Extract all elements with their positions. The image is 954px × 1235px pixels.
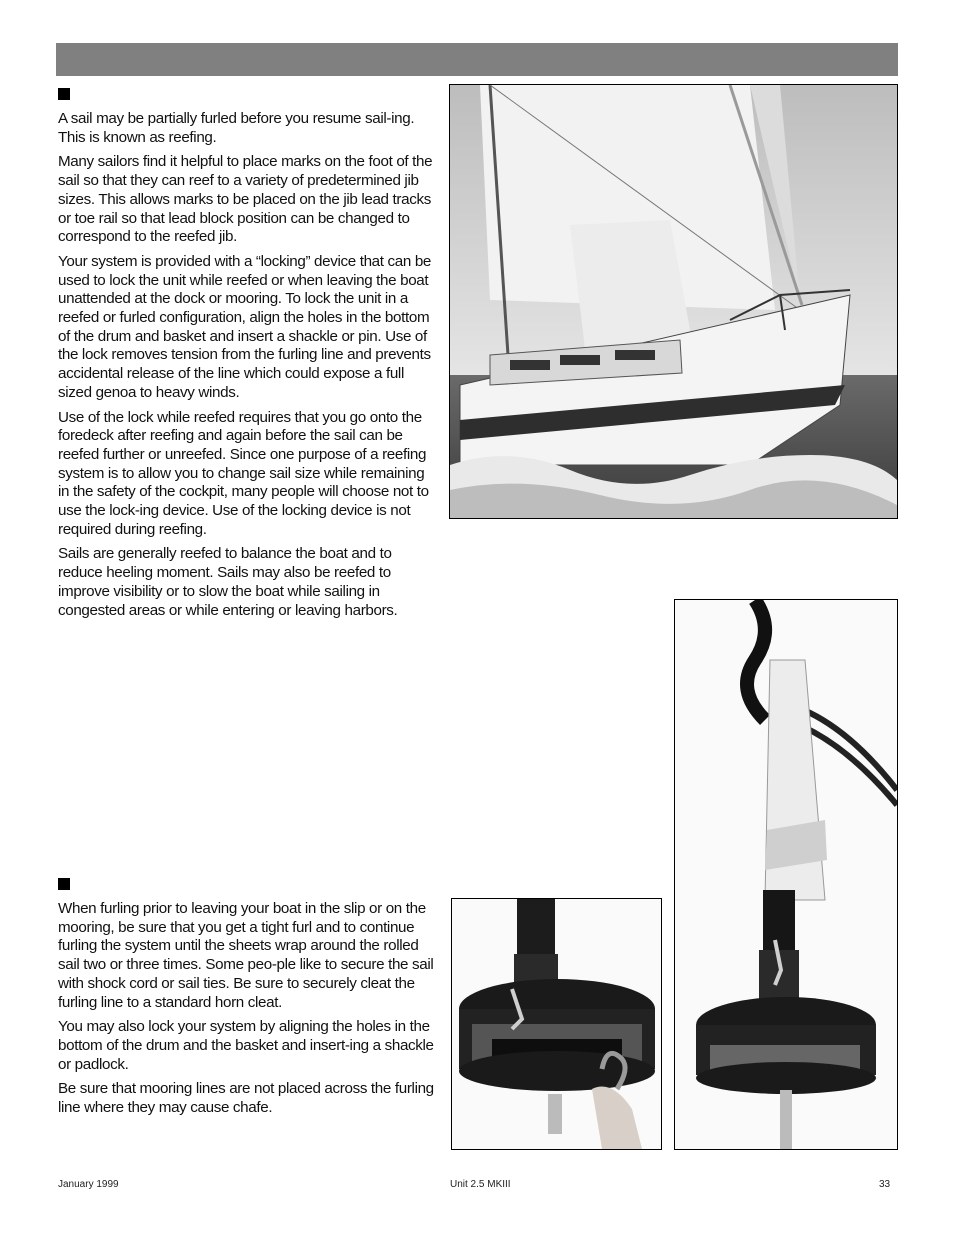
footer-page-number: 33 <box>879 1179 891 1190</box>
section-bullet-leaving-boat <box>58 878 70 890</box>
leaving-boat-text-column <box>58 900 434 1124</box>
sailboat-illustration <box>450 85 897 518</box>
paragraph: Be sure that mooring lines are not placed across the furling line where they may cause chafe. <box>58 1080 434 1117</box>
sailboat-photo <box>449 84 898 519</box>
paragraph: When furling prior to leaving your boat in the slip or on the mooring, be sure that you get a tight furl and to continue furling the system until the sheets wrap around the rolled sail two or three times. Some peo-ple like to secure the sail with shock cord or sail ties. Be sure to securely cleat the furling line to a standard horn cleat. <box>58 900 434 1011</box>
section-bullet-reefing <box>58 88 70 100</box>
reefing-text-column <box>58 110 434 626</box>
footer-unit: Unit 2.5 MKIII <box>450 1179 511 1190</box>
drum-shackle-illustration <box>452 899 661 1149</box>
paragraph: Your system is provided with a “locking” device that can be used to lock the unit while reefed or when leaving the boat unattended at the dock or mooring. To lock the unit in a reefed or furled configuration, align the holes in the bottom of the drum and basket and insert a shackle or pin. Use of the lock removes tension from the furling line and prevents accidental release of the line which could expose a full sized genoa to heavy winds. <box>58 252 432 401</box>
paragraph: Sails are generally reefed to balance the boat and to reduce heeling moment. Sails may also be reefed to improve visibility or to slow the boat while sailing in congested areas or while entering or leaving harbors. <box>58 545 398 619</box>
paragraph: A sail may be partially furled before you resume sail-ing. This is known as reefing. <box>58 110 415 146</box>
footer-date: January 1999 <box>58 1179 119 1190</box>
drum-shackle-photo <box>451 898 662 1150</box>
paragraph: Many sailors find it helpful to place marks on the foot of the sail so that they can reef to a variety of predetermined jib sizes. This allows marks to be placed on the jib lead tracks or toe rail so that lead block position can be changed to correspond to the reefed jib. <box>58 153 433 246</box>
section-header-bar <box>56 43 898 76</box>
furled-sail-drum-illustration <box>675 600 897 1149</box>
furled-sail-drum-photo <box>674 599 898 1150</box>
paragraph: You may also lock your system by aligning the holes in the bottom of the drum and the basket and insert-ing a shackle or padlock. <box>58 1018 434 1073</box>
paragraph: Use of the lock while reefed requires that you go onto the foredeck after reefing and again before the sail can be reefed further or unreefed. Since one purpose of a reefing system is to allow you to change sail size while remaining in the safety of the cockpit, many people will choose not to use the lock-ing device. Use of the locking device is not required during reefing. <box>58 408 429 538</box>
